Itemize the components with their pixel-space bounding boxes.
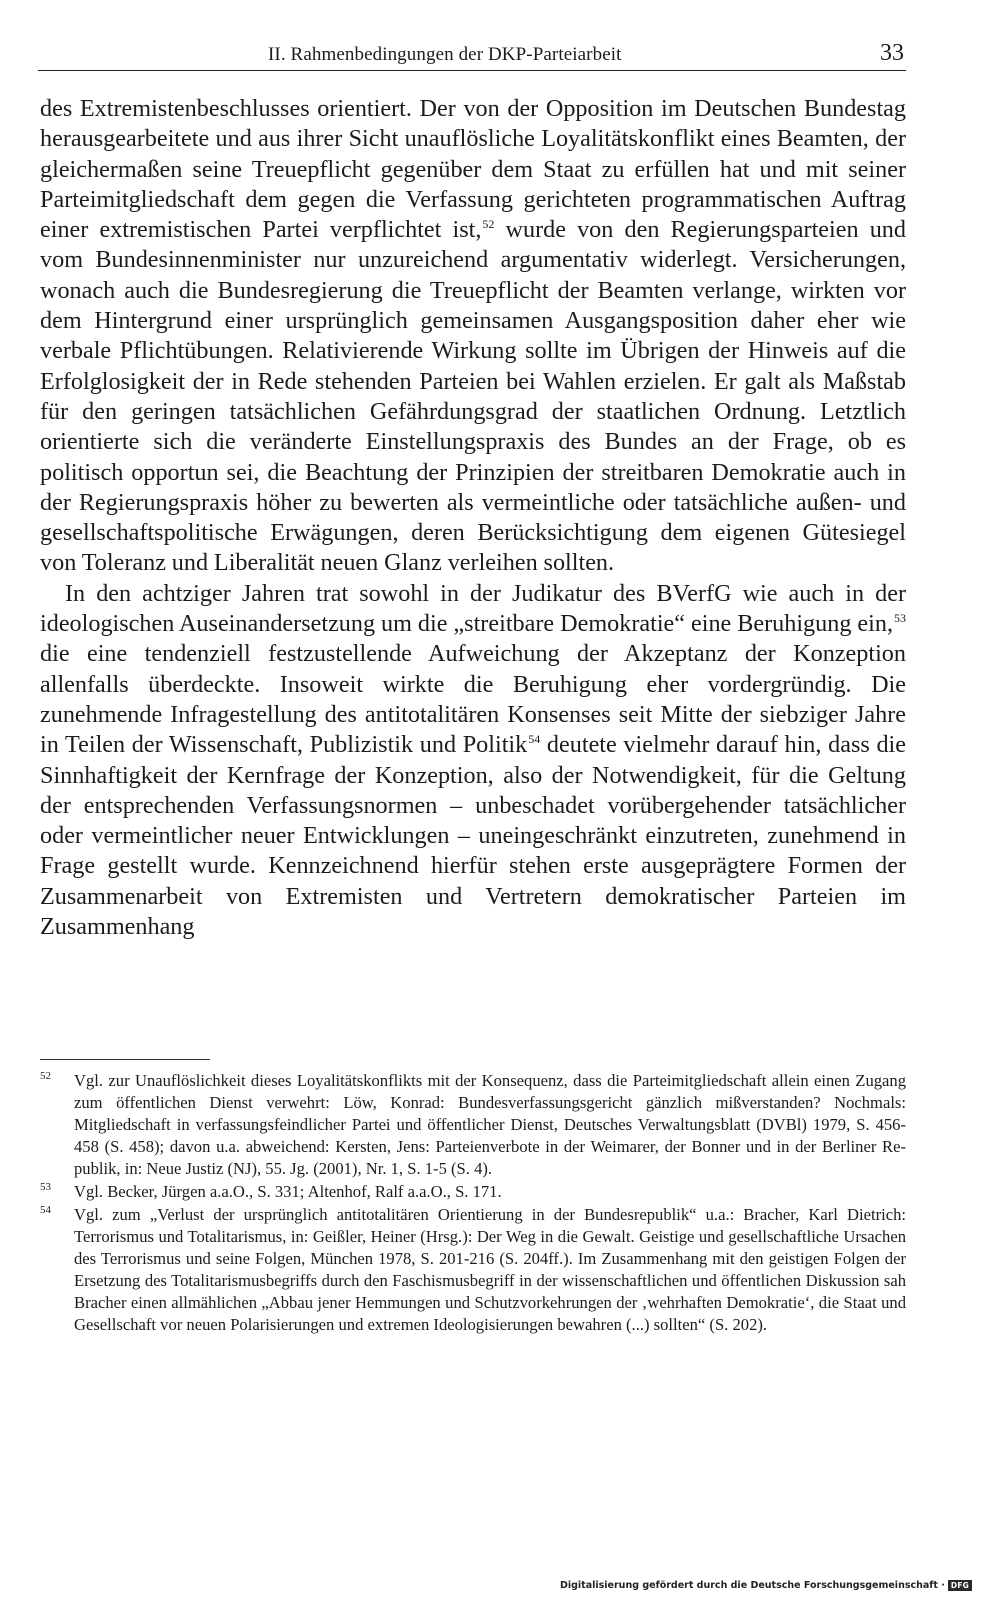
footnote-ref-54: 54 bbox=[528, 732, 541, 747]
footnote-54 bbox=[40, 1204, 906, 1337]
footnote-ref-52: 52 bbox=[482, 217, 495, 232]
paragraph-2-part-a: In den achtziger Jahren trat sowohl in der Judikatur des BVerfG wie auch in der ideologischen Auseinandersetzung um die „streitbare Demokratie“ eine Beruhigung ein, bbox=[40, 579, 906, 638]
main-text bbox=[40, 94, 906, 942]
footnote-number: 52 bbox=[40, 1070, 51, 1082]
footnote-53 bbox=[40, 1181, 906, 1203]
paragraph-2 bbox=[40, 579, 906, 943]
footnotes bbox=[40, 1070, 906, 1337]
paragraph-1-part-b: wurde von den Regierungsparteien und vom Bundesinnenminister nur unzureichend argumentativ widerlegt. Versicherungen, wonach auch die Bundesregierung die Treuepflicht der Beamten verlange, wirkten vor dem Hintergrund einer ursprünglich gemeinsamen Ausgangsposition daher eher wie verbale Pflichtübungen. Relativierende Wirkung sollte im Übrigen der Hinweis auf die Erfolglosigkeit der in Rede stehenden Parteien bei Wahlen erzielen. Er galt als Maßstab für den geringen tatsächlichen Gefährdungsgrad der staatlichen Ordnung. Letztlich orientierte sich die veränderte Einstellungspraxis des Bundes an der Frage, ob es politisch opportun sei, die Beachtung der Prinzipien der streitbaren Demokratie auch in der Regierungspraxis höher zu bewerten als vermeintliche oder tatsächliche außen- und gesellschaftspolitische Erwägungen, deren Berücksichtigung dem eigenen Gütesiegel von Toleranz und Liberalität neuen Glanz verleihen sollten. bbox=[40, 216, 906, 577]
running-header bbox=[38, 40, 906, 71]
footnote-52 bbox=[40, 1070, 906, 1180]
chapter-title: II. Rahmenbedingungen der DKP-Parteiarbeit bbox=[268, 44, 622, 65]
paragraph-2-part-c: deutete vielmehr darauf hin, dass die Sinnhaftigkeit der Kernfrage der Konzeption, also der Notwendigkeit, für die Geltung der entsprechenden Verfassungsnormen – unbeschadet vorübergehender tatsächlicher oder vermeintlicher neuer Entwicklungen – uneingeschränkt einzutreten, zunehmend in Frage gestellt wurde. Kennzeichnend hierfür stehen erste ausgeprägtere Formen der Zusammenarbeit von Extremisten und Vertretern demokratischer Parteien im Zusammenhang bbox=[40, 731, 906, 941]
footnote-text: Vgl. zur Unauflöslichkeit dieses Loyalitätskonflikts mit der Konsequenz, dass die Parteimitgliedschaft allein einen Zugang zum öffentlichen Dienst verwehrt: Löw, Konrad: Bundesverfassungsgericht gänzlich mißverstanden? Nochmals: Mitgliedschaft in verfassungsfeindlicher Partei und öffentlicher Dienst, Deutsches Verwaltungsblatt (DVBl) 1979, S. 456-458 (S. 458); davon u.a. abweichend: Kersten, Jens: Parteienverbote in der Weimarer, der Bonner und in der Berliner Republik, in: Neue Justiz (NJ), 55. Jg. (2001), Nr. 1, S. 1-5 (S. 4). bbox=[74, 1071, 906, 1179]
footnote-text: Vgl. Becker, Jürgen a.a.O., S. 331; Altenhof, Ralf a.a.O., S. 171. bbox=[74, 1181, 502, 1201]
paragraph-2-part-b: die eine tendenziell festzustellende Aufweichung der Akzeptanz der Konzeption allenfalls überdeckte. Insoweit wirkte die Beruhigung eher vordergründig. Die zunehmende Infragestellung des antitotalitären Konsenses seit Mitte der siebziger Jahre in Teilen der Wissenschaft, Publizistik und Politik bbox=[40, 640, 906, 759]
digitization-credit bbox=[560, 1580, 972, 1591]
footnote-ref-53: 53 bbox=[894, 610, 906, 625]
digitization-credit-text: Digitalisierung gefördert durch die Deutsche Forschungsgemeinschaft · bbox=[559, 1580, 945, 1591]
page-number: 33 bbox=[880, 40, 904, 66]
dfg-logo-icon: DFG bbox=[948, 1580, 972, 1591]
footnote-number: 53 bbox=[40, 1180, 51, 1193]
footnote-text: Vgl. zum „Verlust der ursprünglich antitotalitären Orientierung in der Bundesrepublik“ u.a.: Bracher, Karl Dietrich: Terrorismus und Totalitarismus, in: Geißler, Heiner (Hrsg.): Der Weg in die Gewalt. Geistige und gesellschaftliche Ursachen des Terrorismus und seine Folgen, München 1978, S. 201-216 (S. 204ff.). Im Zusammenhang mit den geistigen Folgen der Ersetzung des Totalitarismusbegriffs durch den Faschismusbegriff in der wissenschaftlichen und öffentlichen Diskussion sah Bracher einen allmählichen „Abbau jener Hemmungen und Schutzvorkehrungen der ‚wehrhaften Demokratie‘, die Staat und Gesellschaft vor neuen Polarisierungen und extremen Ideologisierungen bewahren (...) sollten“ (S. 202). bbox=[74, 1204, 906, 1335]
footnote-divider bbox=[40, 1059, 210, 1060]
paragraph-1 bbox=[40, 94, 906, 579]
paragraph-1-part-a: des Extremistenbeschlusses orientiert. Der von der Opposition im Deutschen Bundestag herausgearbeitete und aus ihrer Sicht unauflösliche Loyalitätskonflikt eines Beamten, der gleichermaßen seine Treuepflicht gegenüber dem Staat zu erfüllen hat und mit seiner Parteimitgliedschaft dem gegen die Verfassung gerichteten programmatischen Auftrag einer extremistischen Partei verpflichtet ist, bbox=[40, 95, 906, 244]
footnote-number: 54 bbox=[40, 1203, 51, 1216]
